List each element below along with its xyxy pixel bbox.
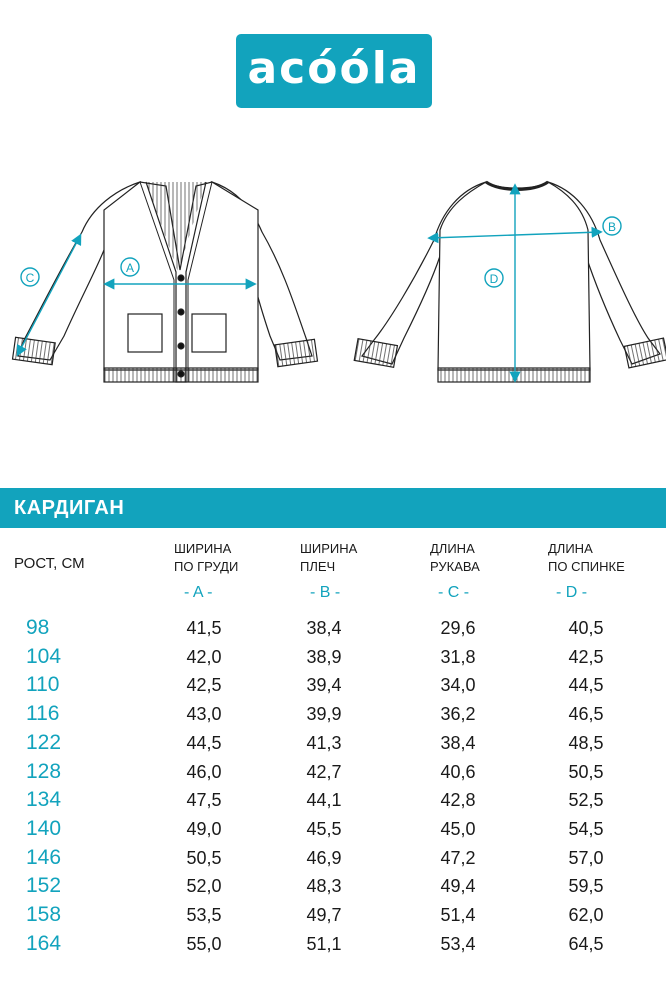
table-cell: 52,5: [568, 790, 604, 811]
brand-logo: [236, 34, 432, 108]
table-cell: 51,4: [440, 905, 476, 925]
table-row: [0, 614, 666, 642]
table-cell: 49,7: [306, 905, 342, 925]
garment-sketch: [0, 160, 666, 400]
table-cell: 52,0: [186, 876, 222, 897]
table-row: [0, 729, 666, 757]
table-row: [0, 700, 666, 728]
table-cell: 39,9: [306, 704, 342, 725]
table-cell: 50,5: [186, 847, 222, 868]
table-cell: 41,3: [306, 732, 342, 753]
table-row: [0, 901, 666, 929]
column-header-chest: ШИРИНА ПО ГРУДИ: [174, 541, 239, 574]
table-cell: 64,5: [568, 933, 604, 954]
product-title: КАРДИГАН: [14, 497, 125, 519]
table-cell: 40,5: [568, 618, 604, 638]
column-letter-b: - B -: [310, 584, 341, 601]
table-cell: 46,0: [186, 761, 222, 782]
table-cell: 40,6: [440, 761, 476, 782]
column-header-back-length: ДЛИНА ПО СПИНКЕ: [548, 541, 625, 574]
table-cell: 38,4: [306, 618, 342, 638]
table-cell: 51,1: [306, 933, 342, 954]
front-view: [13, 182, 318, 382]
table-cell: 42,7: [306, 761, 342, 782]
table-cell: 42,0: [186, 646, 222, 667]
height-column-header: РОСТ, СМ: [14, 555, 85, 572]
row-height: 152: [26, 874, 62, 898]
table-cell: 48,5: [568, 732, 604, 753]
svg-text:B: B: [607, 220, 617, 234]
marker-b: [603, 217, 621, 235]
brand-logo-text: acóóla: [247, 43, 421, 94]
table-cell: 46,9: [306, 847, 342, 868]
table-cell: 43,0: [186, 704, 222, 725]
table-cell: 31,8: [440, 646, 476, 667]
table-row: [0, 930, 666, 958]
table-row: [0, 643, 666, 671]
table-cell: 48,3: [306, 876, 342, 897]
column-letter-d: - D -: [556, 584, 588, 601]
table-cell: 53,5: [186, 905, 222, 925]
table-cell: 41,5: [186, 618, 222, 638]
marker-a: [121, 258, 139, 276]
table-cell: 42,5: [568, 646, 604, 667]
row-height: 140: [26, 816, 62, 840]
table-cell: 44,5: [568, 675, 604, 696]
product-title-banner: [0, 488, 666, 528]
table-cell: 50,5: [568, 761, 604, 782]
table-cell: 42,8: [440, 790, 476, 811]
table-row: [0, 758, 666, 786]
table-cell: 59,5: [568, 876, 604, 897]
table-cell: 36,2: [440, 704, 476, 725]
table-cell: 45,5: [306, 818, 342, 839]
svg-text:A: A: [125, 261, 135, 275]
table-cell: 62,0: [568, 905, 604, 925]
table-cell: 53,4: [440, 933, 476, 954]
table-cell: 34,0: [440, 675, 476, 696]
svg-text:D: D: [489, 272, 499, 286]
row-height: 146: [26, 845, 62, 869]
column-letter-c: - C -: [438, 584, 470, 601]
table-cell: 29,6: [440, 618, 476, 638]
column-header-shoulders: ШИРИНА ПЛЕЧ: [300, 541, 358, 574]
row-height: 164: [26, 931, 62, 955]
table-cell: 45,0: [440, 818, 476, 839]
row-height: 104: [26, 644, 62, 668]
table-cell: 38,4: [440, 732, 476, 753]
table-cell: 54,5: [568, 818, 604, 839]
table-cell: 55,0: [186, 933, 222, 954]
table-row: [0, 671, 666, 699]
table-row: [0, 786, 666, 814]
row-height: 158: [26, 903, 62, 926]
back-view: [354, 182, 666, 382]
table-cell: 46,5: [568, 704, 604, 725]
svg-text:C: C: [25, 271, 35, 285]
table-cell: 44,1: [306, 790, 342, 811]
table-cell: 57,0: [568, 847, 604, 868]
row-height: 110: [26, 673, 60, 697]
row-height: 134: [26, 788, 62, 812]
row-height: 122: [26, 730, 62, 754]
table-cell: 49,4: [440, 876, 476, 897]
row-height: 98: [26, 616, 50, 639]
table-cell: 39,4: [306, 675, 342, 696]
table-cell: 49,0: [186, 818, 222, 839]
table-cell: 47,5: [186, 790, 222, 811]
column-header-sleeve: ДЛИНА РУКАВА: [430, 541, 480, 574]
table-cell: 44,5: [186, 732, 222, 753]
row-height: 116: [26, 702, 60, 726]
table-cell: 42,5: [186, 675, 222, 696]
column-letter-a: - A -: [184, 584, 213, 601]
table-cell: 38,9: [306, 646, 342, 667]
table-row: [0, 844, 666, 872]
table-cell: 47,2: [440, 847, 476, 868]
marker-d: [485, 269, 503, 287]
marker-c: [21, 268, 39, 286]
table-row: [0, 815, 666, 843]
table-row: [0, 872, 666, 900]
row-height: 128: [26, 759, 62, 783]
